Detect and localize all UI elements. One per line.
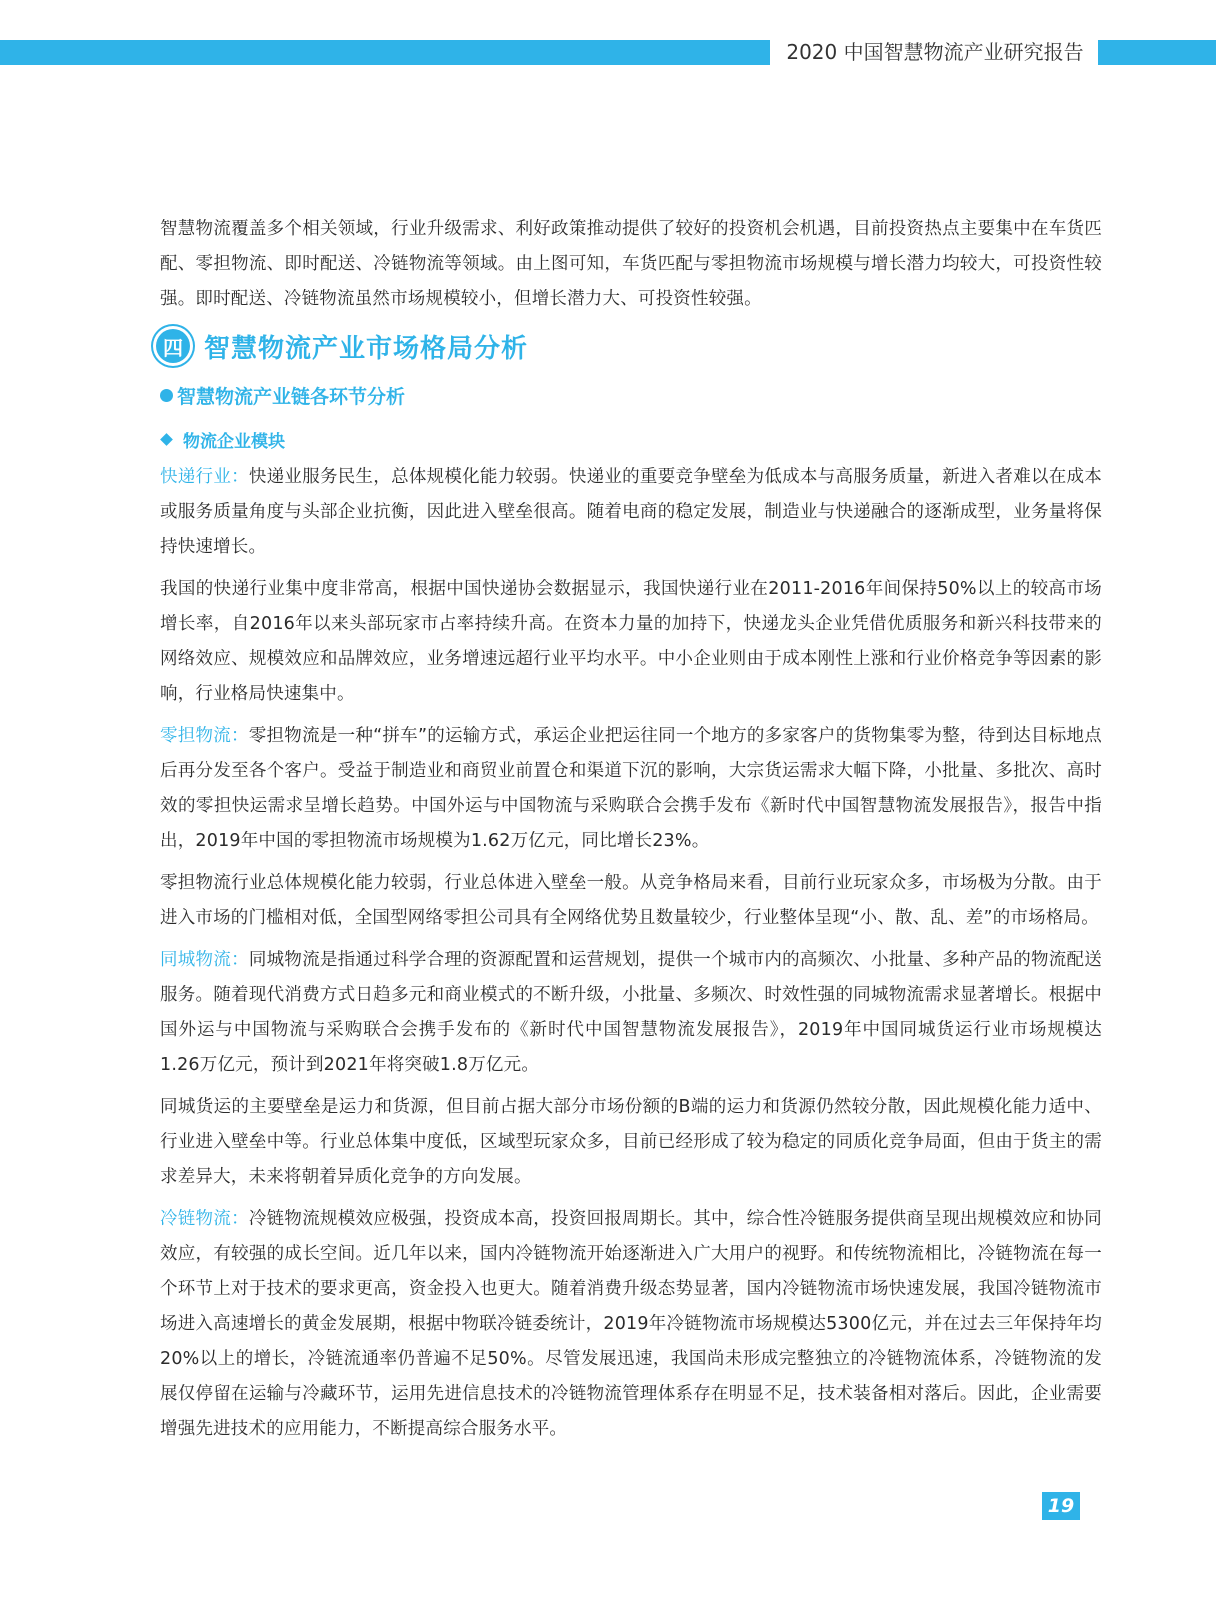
paragraph-text: 同城物流是指通过科学合理的资源配置和运营规划，提供一个城市内的高频次、小批量、多种产品的物流配送服务。随着现代消费方式日趋多元和商业模式的不断升级，小批量、多频次、时效性强的同城物流需求显著增长。根据中国外运与中国物流与采购联合会携手发布的《新时代中国智慧物流发展报告》，2019年中国同城货运行业市场规模达1.26万亿元，预计到2021年将突破1.8万亿元。	[160, 950, 1102, 1075]
paragraph-lead: 同城物流：	[160, 950, 249, 970]
paragraph-text: 冷链物流规模效应极强，投资成本高，投资回报周期长。其中，综合性冷链服务提供商呈现出规模效应和协同效应，有较强的成长空间。近几年以来，国内冷链物流开始逐渐进入广大用户的视野。和传统物流相比，冷链物流在每一个环节上对于技术的要求更高，资金投入也更大。随着消费升级态势显著，国内冷链物流市场快速发展，我国冷链物流市场进入高速增长的黄金发展期，根据中物联冷链委统计，2019年冷链物流市场规模达5300亿元，并在过去三年保持年均20%以上的增长，冷链流通率仍普遍不足50%。尽管发展迅速，我国尚未形成完整独立的冷链物流体系，冷链物流的发展仅停留在运输与冷藏环节，运用先进信息技术的冷链物流管理体系存在明显不足，技术装备相对落后。因此，企业需要增强先进技术的应用能力，不断提高综合服务水平。	[160, 1209, 1102, 1439]
paragraph-ltl	[160, 719, 1102, 859]
paragraph-lead: 快递行业：	[160, 467, 249, 487]
module-heading	[162, 420, 1102, 458]
paragraph-ltl-structure	[160, 866, 1102, 936]
paragraph-intracity	[160, 943, 1102, 1083]
section-title: 智慧物流产业市场格局分析	[204, 333, 529, 364]
header-band-left	[0, 40, 770, 65]
paragraph-lead: 冷链物流：	[160, 1209, 249, 1229]
paragraph-text: 零担物流行业总体规模化能力较弱，行业总体进入壁垒一般。从竞争格局来看，目前行业玩家众多，市场极为分散。由于进入市场的门槛相对低，全国型网络零担公司具有全网络优势且数量较少，行业整体呈现“小、散、乱、差”的市场格局。	[160, 873, 1102, 928]
report-title: 2020 中国智慧物流产业研究报告	[786, 40, 1084, 64]
paragraph-express-concentration	[160, 572, 1102, 712]
paragraph-text: 快递业服务民生，总体规模化能力较弱。快递业的重要竞争壁垒为低成本与高服务质量，新进入者难以在成本或服务质量角度与头部企业抗衡，因此进入壁垒很高。随着电商的稳定发展，制造业与快递融合的逐渐成型，业务量将保持快速增长。	[160, 467, 1102, 557]
paragraph-text: 同城货运的主要壁垒是运力和货源，但目前占据大部分市场份额的B端的运力和货源仍然较分散，因此规模化能力适中、行业进入壁垒中等。行业总体集中度低，区域型玩家众多，目前已经形成了较为稳定的同质化竞争局面，但由于货主的需求差异大，未来将朝着异质化竞争的方向发展。	[160, 1097, 1102, 1187]
section-number-badge: 四	[156, 329, 190, 363]
bullet-dot-icon	[160, 389, 173, 402]
module-title: 物流企业模块	[183, 431, 285, 452]
paragraph-text: 我国的快递行业集中度非常高，根据中国快递协会数据显示，我国快递行业在2011-2016年间保持50%以上的较高市场增长率，自2016年以来头部玩家市占率持续升高。在资本力量的加持下，快递龙头企业凭借优质服务和新兴科技带来的网络效应、规模效应和品牌效应，业务增速远超行业平均水平。中小企业则由于成本刚性上涨和行业价格竞争等因素的影响，行业格局快速集中。	[160, 579, 1102, 704]
paragraph-cold-chain	[160, 1202, 1102, 1447]
header-band-right	[1098, 40, 1216, 65]
subsection-heading	[160, 374, 1102, 416]
section-heading	[156, 324, 1102, 368]
paragraph-lead: 零担物流：	[160, 726, 249, 746]
page-number: 19	[1042, 1492, 1080, 1520]
subsection-title: 智慧物流产业链各环节分析	[177, 385, 406, 408]
paragraph-express	[160, 460, 1102, 565]
paragraph-intracity-barriers	[160, 1090, 1102, 1195]
page-content	[160, 212, 1102, 1454]
intro-paragraph: 智慧物流覆盖多个相关领域，行业升级需求、利好政策推动提供了较好的投资机会机遇，目前投资热点主要集中在车货匹配、零担物流、即时配送、冷链物流等领域。由上图可知，车货匹配与零担物流市场规模与增长潜力均较大，可投资性较强。即时配送、冷链物流虽然市场规模较小，但增长潜力大、可投资性较强。	[160, 219, 1102, 309]
paragraph-text: 零担物流是一种“拼车”的运输方式，承运企业把运往同一个地方的多家客户的货物集零为整，待到达目标地点后再分发至各个客户。受益于制造业和商贸业前置仓和渠道下沉的影响，大宗货运需求大幅下降，小批量、多批次、高时效的零担快运需求呈增长趋势。中国外运与中国物流与采购联合会携手发布《新时代中国智慧物流发展报告》，报告中指出，2019年中国的零担物流市场规模为1.62万亿元，同比增长23%。	[160, 726, 1102, 851]
diamond-bullet-icon	[160, 433, 173, 446]
